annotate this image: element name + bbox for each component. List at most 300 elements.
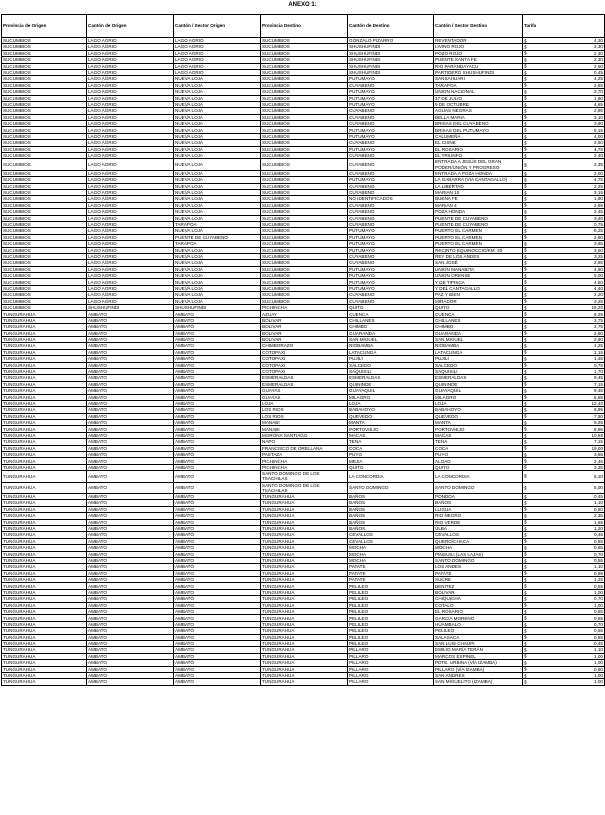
cell-canton-destino: BAÑOS bbox=[348, 525, 434, 531]
cell-sector-destino: BUENA FE bbox=[434, 196, 523, 202]
tarifa-value: 3,35 bbox=[594, 464, 603, 470]
cell-provincia-destino: PICHINCHA bbox=[261, 458, 348, 464]
cell-canton-destino: PUTUMAYO bbox=[348, 279, 434, 285]
cell-sector-origen: AMBATO bbox=[174, 519, 261, 525]
cell-canton-origen: LAGO AGRIO bbox=[87, 140, 174, 146]
cell-provincia-destino: SUCUMBIOS bbox=[261, 63, 348, 69]
cell-canton-origen: AMBATO bbox=[87, 388, 174, 394]
cell-sector-destino: PUENTE SANTA FE bbox=[434, 57, 523, 63]
tarifa-value: 4,40 bbox=[594, 285, 603, 291]
cell-canton-destino: SHUSHUFINDI bbox=[348, 63, 434, 69]
cell-canton-destino: PELILEO bbox=[348, 589, 434, 595]
cell-provincia-origen: SUCUMBIOS bbox=[2, 234, 87, 240]
cell-sector-origen: NUEVA LOJA bbox=[174, 190, 261, 196]
table-row bbox=[2, 679, 605, 685]
cell-canton-destino: SAQUISILI bbox=[348, 368, 434, 374]
tarifa-value: 4,90 bbox=[594, 266, 603, 272]
tarifa-value: 5,95 bbox=[594, 407, 603, 413]
cell-provincia-origen: TUNGURAHUA bbox=[2, 356, 87, 362]
cell-canton-destino: QUININDE bbox=[348, 381, 434, 387]
cell-provincia-origen: TUNGURAHUA bbox=[2, 538, 87, 544]
currency-symbol: $ bbox=[524, 133, 527, 139]
tarifa-value: 1,00 bbox=[594, 660, 603, 666]
cell-canton-destino: SANTO DOMINGO bbox=[348, 482, 434, 493]
cell-sector-origen: LAGO AGRIO bbox=[174, 44, 261, 50]
cell-provincia-destino: SUCUMBIOS bbox=[261, 266, 348, 272]
cell-provincia-origen: SUCUMBIOS bbox=[2, 273, 87, 279]
cell-provincia-origen: TUNGURAHUA bbox=[2, 388, 87, 394]
currency-symbol: $ bbox=[524, 602, 527, 608]
cell-provincia-destino: TUNGURAHUA bbox=[261, 666, 348, 672]
cell-sector-destino: QUEVEDO bbox=[434, 413, 523, 419]
cell-canton-origen: AMBATO bbox=[87, 589, 174, 595]
cell-canton-destino: CUYABENO bbox=[348, 215, 434, 221]
cell-sector-destino: CALUMEÑA bbox=[434, 133, 523, 139]
tarifa-value: 1,45 bbox=[594, 356, 603, 362]
cell-sector-origen: NUEVA LOJA bbox=[174, 114, 261, 120]
currency-symbol: $ bbox=[524, 228, 527, 234]
cell-canton-origen: AMBATO bbox=[87, 519, 174, 525]
cell-sector-origen: AMBATO bbox=[174, 672, 261, 678]
cell-provincia-destino: TUNGURAHUA bbox=[261, 647, 348, 653]
cell-provincia-destino: PASTAZA bbox=[261, 452, 348, 458]
cell-provincia-origen: SUCUMBIOS bbox=[2, 57, 87, 63]
cell-canton-origen: AMBATO bbox=[87, 400, 174, 406]
currency-symbol: $ bbox=[524, 615, 527, 621]
currency-symbol: $ bbox=[524, 196, 527, 202]
cell-sector-destino: POZO ROJO bbox=[434, 50, 523, 56]
tarifa-value: 4,75 bbox=[594, 177, 603, 183]
cell-provincia-origen: TUNGURAHUA bbox=[2, 432, 87, 438]
currency-symbol: $ bbox=[524, 349, 527, 355]
cell-canton-destino: BAÑOS bbox=[348, 494, 434, 500]
cell-canton-origen: AMBATO bbox=[87, 439, 174, 445]
cell-provincia-origen: TUNGURAHUA bbox=[2, 609, 87, 615]
currency-symbol: $ bbox=[524, 121, 527, 127]
cell-sector-origen: AMBATO bbox=[174, 653, 261, 659]
currency-symbol: $ bbox=[524, 162, 527, 168]
cell-sector-origen: AMBATO bbox=[174, 679, 261, 685]
cell-provincia-destino: SUCUMBIOS bbox=[261, 234, 348, 240]
cell-provincia-destino: SUCUMBIOS bbox=[261, 50, 348, 56]
currency-symbol: $ bbox=[524, 660, 527, 666]
tarifa-value: 1,00 bbox=[594, 602, 603, 608]
cell-provincia-origen: TUNGURAHUA bbox=[2, 471, 87, 482]
cell-sector-origen: AMBATO bbox=[174, 532, 261, 538]
header-sector-origen: Cantón / Sector Origen bbox=[174, 15, 261, 38]
tarifa-value: 9,25 bbox=[594, 420, 603, 426]
cell-canton-origen: LAGO AGRIO bbox=[87, 177, 174, 183]
cell-provincia-destino: TUNGURAHUA bbox=[261, 557, 348, 563]
cell-sector-destino: PILLARO (VÍA IZAMBA) bbox=[434, 666, 523, 672]
tarifa-value: 12,40 bbox=[591, 400, 603, 406]
tarifa-value: 0,80 bbox=[594, 506, 603, 512]
cell-sector-destino: HUAMBALO bbox=[434, 621, 523, 627]
cell-provincia-origen: SUCUMBIOS bbox=[2, 63, 87, 69]
tarifa-value: 1,70 bbox=[594, 369, 603, 375]
cell-provincia-origen: TUNGURAHUA bbox=[2, 679, 87, 685]
cell-canton-origen: AMBATO bbox=[87, 660, 174, 666]
cell-sector-destino: GARCÍA MORENO bbox=[434, 615, 523, 621]
cell-canton-origen: LAGO AGRIO bbox=[87, 121, 174, 127]
cell-sector-destino: BOLIVAR bbox=[434, 589, 523, 595]
tarifa-value: 1,25 bbox=[594, 343, 603, 349]
cell-provincia-origen: TUNGURAHUA bbox=[2, 330, 87, 336]
tarifa-value: 2,65 bbox=[594, 82, 603, 88]
cell-provincia-origen: SUCUMBIOS bbox=[2, 153, 87, 159]
cell-canton-origen: AMBATO bbox=[87, 394, 174, 400]
cell-canton-destino: PELILEO bbox=[348, 596, 434, 602]
currency-symbol: $ bbox=[524, 494, 527, 500]
cell-canton-origen: AMBATO bbox=[87, 525, 174, 531]
cell-provincia-destino: SUCUMBIOS bbox=[261, 202, 348, 208]
cell-sector-origen: NUEVA LOJA bbox=[174, 133, 261, 139]
cell-sector-origen: AMBATO bbox=[174, 621, 261, 627]
cell-provincia-origen: TUNGURAHUA bbox=[2, 317, 87, 323]
cell-canton-origen: AMBATO bbox=[87, 596, 174, 602]
cell-provincia-origen: SUCUMBIOS bbox=[2, 44, 87, 50]
cell-sector-destino: AGUAS NEGRAS bbox=[434, 108, 523, 114]
cell-sector-origen: AMBATO bbox=[174, 407, 261, 413]
cell-provincia-origen: TUNGURAHUA bbox=[2, 394, 87, 400]
currency-symbol: $ bbox=[524, 570, 527, 576]
cell-provincia-destino: SUCUMBIOS bbox=[261, 279, 348, 285]
tarifa-value: 0,55 bbox=[594, 609, 603, 615]
cell-sector-destino: LA GABARRA (VÍA CANTAGALLO) bbox=[434, 177, 523, 183]
cell-canton-origen: AMBATO bbox=[87, 368, 174, 374]
cell-canton-destino: CUYABENO bbox=[348, 153, 434, 159]
cell-provincia-origen: TUNGURAHUA bbox=[2, 375, 87, 381]
cell-canton-destino: ESMERALDAS bbox=[348, 375, 434, 381]
tarifa-value: 2,60 bbox=[594, 330, 603, 336]
cell-canton-origen: LAGO AGRIO bbox=[87, 44, 174, 50]
cell-provincia-destino: COTOPAXI bbox=[261, 362, 348, 368]
currency-symbol: $ bbox=[524, 279, 527, 285]
cell-provincia-destino: FRANCISCO DE ORELLANA bbox=[261, 445, 348, 451]
cell-provincia-destino: SUCUMBIOS bbox=[261, 285, 348, 291]
cell-sector-destino: UNION ORENSE bbox=[434, 273, 523, 279]
cell-canton-destino: MOCHA bbox=[348, 551, 434, 557]
cell-canton-destino: CUYABENO bbox=[348, 114, 434, 120]
tarifa-value: 4,00 bbox=[594, 133, 603, 139]
cell-sector-origen: AMBATO bbox=[174, 452, 261, 458]
cell-canton-origen: LAGO AGRIO bbox=[87, 183, 174, 189]
tarifa-value: 0,75 bbox=[594, 362, 603, 368]
cell-canton-origen: AMBATO bbox=[87, 615, 174, 621]
tarifa-value: 1,65 bbox=[594, 519, 603, 525]
currency-symbol: $ bbox=[524, 445, 527, 451]
currency-symbol: $ bbox=[524, 146, 527, 152]
cell-sector-origen: AMBATO bbox=[174, 317, 261, 323]
cell-canton-destino: MANTA bbox=[348, 420, 434, 426]
cell-provincia-destino: TUNGURAHUA bbox=[261, 538, 348, 544]
cell-provincia-destino: TUNGURAHUA bbox=[261, 545, 348, 551]
cell-sector-origen: AMBATO bbox=[174, 482, 261, 493]
cell-provincia-origen: TUNGURAHUA bbox=[2, 482, 87, 493]
tarifa-value: 3,50 bbox=[594, 247, 603, 253]
cell-tarifa bbox=[523, 679, 605, 685]
currency-symbol: $ bbox=[524, 473, 527, 479]
cell-sector-destino: REY DE LOS ANDES bbox=[434, 253, 523, 259]
cell-provincia-destino: PICHINCHA bbox=[261, 305, 348, 311]
cell-sector-origen: AMBATO bbox=[174, 494, 261, 500]
tarifa-value: 0,70 bbox=[594, 621, 603, 627]
currency-symbol: $ bbox=[524, 557, 527, 563]
cell-sector-destino: PUYO bbox=[434, 452, 523, 458]
cell-provincia-origen: SUCUMBIOS bbox=[2, 266, 87, 272]
currency-symbol: $ bbox=[524, 609, 527, 615]
cell-canton-origen: LAGO AGRIO bbox=[87, 209, 174, 215]
tarifa-value: 2,40 bbox=[594, 153, 603, 159]
tarifa-value: 0,55 bbox=[594, 634, 603, 640]
cell-sector-destino: CHIQUICHA bbox=[434, 596, 523, 602]
tarifa-value: 3,90 bbox=[594, 121, 603, 127]
cell-provincia-destino: BOLIVAR bbox=[261, 330, 348, 336]
cell-sector-origen: AMBATO bbox=[174, 577, 261, 583]
cell-sector-destino: PONDOA bbox=[434, 494, 523, 500]
cell-provincia-origen: SUCUMBIOS bbox=[2, 228, 87, 234]
cell-sector-destino: CUENCA bbox=[434, 311, 523, 317]
cell-canton-destino: CUYABENO bbox=[348, 209, 434, 215]
cell-provincia-destino: SUCUMBIOS bbox=[261, 133, 348, 139]
cell-provincia-destino: TUNGURAHUA bbox=[261, 596, 348, 602]
cell-provincia-origen: TUNGURAHUA bbox=[2, 368, 87, 374]
tariff-table bbox=[1, 14, 605, 686]
cell-canton-origen: LAGO AGRIO bbox=[87, 279, 174, 285]
tarifa-value: 9,45 bbox=[594, 388, 603, 394]
cell-canton-destino: SALCEDO bbox=[348, 362, 434, 368]
cell-canton-destino: CUYABENO bbox=[348, 159, 434, 170]
cell-provincia-origen: TUNGURAHUA bbox=[2, 464, 87, 470]
cell-canton-origen: LAGO AGRIO bbox=[87, 273, 174, 279]
cell-provincia-destino: SUCUMBIOS bbox=[261, 76, 348, 82]
tarifa-value: 4,65 bbox=[594, 102, 603, 107]
cell-sector-origen: NUEVA LOJA bbox=[174, 108, 261, 114]
cell-canton-destino: CUYABENO bbox=[348, 108, 434, 114]
cell-provincia-origen: TUNGURAHUA bbox=[2, 532, 87, 538]
cell-provincia-destino: LOS RIOS bbox=[261, 413, 348, 419]
cell-canton-destino: PELILEO bbox=[348, 634, 434, 640]
cell-provincia-destino: COTOPAXI bbox=[261, 368, 348, 374]
cell-sector-destino: LA LIBERTAD bbox=[434, 183, 523, 189]
cell-sector-origen: LAGO AGRIO bbox=[174, 57, 261, 63]
cell-sector-origen: NUEVA LOJA bbox=[174, 170, 261, 176]
currency-symbol: $ bbox=[524, 95, 527, 101]
cell-canton-destino: BAÑOS bbox=[348, 513, 434, 519]
cell-provincia-destino: TUNGURAHUA bbox=[261, 679, 348, 685]
cell-canton-origen: AMBATO bbox=[87, 557, 174, 563]
cell-sector-origen: AMBATO bbox=[174, 400, 261, 406]
cell-canton-destino: SHUSHUFINDI bbox=[348, 69, 434, 75]
cell-sector-destino: BRISAS DEL CUYABENO bbox=[434, 121, 523, 127]
cell-sector-origen: AMBATO bbox=[174, 368, 261, 374]
cell-sector-destino: REVENTADOR bbox=[434, 38, 523, 44]
cell-sector-destino: GUAYAQUIL bbox=[434, 388, 523, 394]
currency-symbol: $ bbox=[524, 621, 527, 627]
cell-sector-origen: NUEVA LOJA bbox=[174, 101, 261, 107]
cell-canton-destino: LATACUNGA bbox=[348, 349, 434, 355]
cell-sector-origen: AMBATO bbox=[174, 349, 261, 355]
cell-provincia-destino: MORONA SANTIAGO bbox=[261, 432, 348, 438]
cell-sector-origen: LAGO AGRIO bbox=[174, 69, 261, 75]
currency-symbol: $ bbox=[524, 628, 527, 634]
cell-provincia-origen: SUCUMBIOS bbox=[2, 170, 87, 176]
cell-canton-origen: LAGO AGRIO bbox=[87, 241, 174, 247]
cell-provincia-origen: SUCUMBIOS bbox=[2, 108, 87, 114]
tarifa-value: 1,10 bbox=[594, 564, 603, 570]
cell-canton-destino: PELILEO bbox=[348, 609, 434, 615]
cell-provincia-origen: SUCUMBIOS bbox=[2, 82, 87, 88]
cell-provincia-destino: SUCUMBIOS bbox=[261, 127, 348, 133]
cell-provincia-origen: TUNGURAHUA bbox=[2, 407, 87, 413]
cell-sector-origen: AMBATO bbox=[174, 583, 261, 589]
currency-symbol: $ bbox=[524, 298, 527, 304]
cell-provincia-destino: TUNGURAHUA bbox=[261, 589, 348, 595]
currency-symbol: $ bbox=[524, 273, 527, 279]
cell-provincia-destino: SANTO DOMINGO DE LOS TSÁCHILAS bbox=[261, 482, 348, 493]
cell-canton-origen: LAGO AGRIO bbox=[87, 247, 174, 253]
currency-symbol: $ bbox=[524, 400, 527, 406]
cell-sector-origen: AMBATO bbox=[174, 445, 261, 451]
cell-sector-origen: AMBATO bbox=[174, 426, 261, 432]
cell-canton-destino: BAÑOS bbox=[348, 519, 434, 525]
cell-canton-destino: PUYO bbox=[348, 452, 434, 458]
cell-canton-origen: LAGO AGRIO bbox=[87, 292, 174, 298]
cell-sector-destino: CHILLANES bbox=[434, 317, 523, 323]
cell-provincia-destino: SUCUMBIOS bbox=[261, 89, 348, 95]
cell-provincia-destino: SUCUMBIOS bbox=[261, 82, 348, 88]
cell-provincia-destino: TUNGURAHUA bbox=[261, 672, 348, 678]
cell-sector-destino: SAN JOSÉ bbox=[434, 260, 523, 266]
cell-sector-destino: SANSAHUARI bbox=[434, 76, 523, 82]
cell-provincia-destino: SUCUMBIOS bbox=[261, 38, 348, 44]
cell-canton-destino: PUTUMAYO bbox=[348, 234, 434, 240]
cell-provincia-destino: TUNGURAHUA bbox=[261, 577, 348, 583]
cell-canton-origen: AMBATO bbox=[87, 311, 174, 317]
cell-canton-destino: CUYABENO bbox=[348, 140, 434, 146]
cell-canton-origen: LAGO AGRIO bbox=[87, 266, 174, 272]
currency-symbol: $ bbox=[524, 362, 527, 368]
cell-canton-destino: CUYABENO bbox=[348, 221, 434, 227]
currency-symbol: $ bbox=[524, 545, 527, 551]
tarifa-value: 3,65 bbox=[594, 452, 603, 458]
cell-sector-destino: SALCEDO bbox=[434, 362, 523, 368]
cell-sector-destino: LOJA bbox=[434, 400, 523, 406]
cell-sector-destino: SALASACA bbox=[434, 634, 523, 640]
cell-canton-destino: CUYABENO bbox=[348, 170, 434, 176]
cell-canton-origen: LAGO AGRIO bbox=[87, 101, 174, 107]
cell-sector-origen: TARAPOA bbox=[174, 241, 261, 247]
cell-canton-destino: CUYABENO bbox=[348, 82, 434, 88]
cell-provincia-destino: GUAYAS bbox=[261, 394, 348, 400]
cell-sector-origen: NUEVA LOJA bbox=[174, 196, 261, 202]
cell-canton-origen: AMBATO bbox=[87, 513, 174, 519]
cell-sector-destino: BAÑOS bbox=[434, 500, 523, 506]
cell-canton-destino: BABAHOYO bbox=[348, 407, 434, 413]
cell-canton-origen: AMBATO bbox=[87, 628, 174, 634]
currency-symbol: $ bbox=[524, 305, 527, 311]
cell-canton-destino: PORTOVIEJO bbox=[348, 426, 434, 432]
cell-canton-origen: AMBATO bbox=[87, 362, 174, 368]
currency-symbol: $ bbox=[524, 222, 527, 228]
cell-provincia-origen: SUCUMBIOS bbox=[2, 285, 87, 291]
cell-canton-origen: LAGO AGRIO bbox=[87, 63, 174, 69]
cell-sector-destino: BABAHOYO bbox=[434, 407, 523, 413]
cell-sector-origen: AMBATO bbox=[174, 458, 261, 464]
cell-provincia-origen: TUNGURAHUA bbox=[2, 420, 87, 426]
cell-provincia-destino: MANABI bbox=[261, 426, 348, 432]
cell-provincia-origen: TUNGURAHUA bbox=[2, 506, 87, 512]
tarifa-value: 6,10 bbox=[594, 473, 603, 479]
currency-symbol: $ bbox=[524, 596, 527, 602]
cell-sector-origen: AMBATO bbox=[174, 634, 261, 640]
cell-canton-destino: PILLARO bbox=[348, 647, 434, 653]
tarifa-value: 2,75 bbox=[594, 324, 603, 330]
tarifa-value: 2,35 bbox=[594, 162, 603, 168]
cell-sector-destino: BELLA MARIA bbox=[434, 114, 523, 120]
cell-provincia-destino: TUNGURAHUA bbox=[261, 615, 348, 621]
cell-provincia-destino: TUNGURAHUA bbox=[261, 513, 348, 519]
cell-sector-destino: MIRADOR bbox=[434, 298, 523, 304]
cell-sector-destino: 17 DE JULIO bbox=[434, 95, 523, 101]
cell-sector-origen: NUEVA LOJA bbox=[174, 292, 261, 298]
currency-symbol: $ bbox=[524, 57, 527, 63]
cell-sector-origen: PUENTE DE CUYABENO bbox=[174, 234, 261, 240]
cell-provincia-destino: TUNGURAHUA bbox=[261, 494, 348, 500]
cell-canton-destino: MACAS bbox=[348, 432, 434, 438]
cell-sector-origen: NUEVA LOJA bbox=[174, 279, 261, 285]
cell-canton-destino: PILLARO bbox=[348, 679, 434, 685]
currency-symbol: $ bbox=[524, 127, 527, 133]
tarifa-value: 7,50 bbox=[594, 413, 603, 419]
document-title: ANEXO 1: bbox=[288, 2, 317, 8]
currency-symbol: $ bbox=[524, 532, 527, 538]
cell-canton-origen: AMBATO bbox=[87, 464, 174, 470]
cell-sector-origen: AMBATO bbox=[174, 324, 261, 330]
cell-provincia-origen: SUCUMBIOS bbox=[2, 159, 87, 170]
cell-canton-origen: AMBATO bbox=[87, 640, 174, 646]
cell-sector-origen: NUEVA LOJA bbox=[174, 140, 261, 146]
tarifa-value: 5,00 bbox=[594, 485, 603, 491]
cell-provincia-destino: SUCUMBIOS bbox=[261, 95, 348, 101]
currency-symbol: $ bbox=[524, 317, 527, 323]
cell-canton-destino: PUTUMAYO bbox=[348, 133, 434, 139]
cell-sector-origen: NUEVA LOJA bbox=[174, 298, 261, 304]
cell-provincia-destino: LOJA bbox=[261, 400, 348, 406]
cell-sector-origen: AMBATO bbox=[174, 538, 261, 544]
cell-sector-destino: PDTE. URBINA (VÍA IZAMBA) bbox=[434, 660, 523, 666]
cell-sector-destino: LOS ANDES bbox=[434, 564, 523, 570]
cell-canton-origen: LAGO AGRIO bbox=[87, 133, 174, 139]
cell-provincia-origen: SUCUMBIOS bbox=[2, 140, 87, 146]
cell-canton-origen: LAGO AGRIO bbox=[87, 57, 174, 63]
tarifa-value: 4,50 bbox=[594, 279, 603, 285]
cell-tarifa bbox=[523, 159, 605, 170]
tarifa-value: 0,75 bbox=[594, 222, 603, 228]
cell-sector-destino: COTALO bbox=[434, 602, 523, 608]
cell-sector-destino: Y DEL CANTAGALLO bbox=[434, 285, 523, 291]
cell-provincia-origen: TUNGURAHUA bbox=[2, 452, 87, 458]
cell-provincia-origen: SUCUMBIOS bbox=[2, 95, 87, 101]
cell-provincia-origen: TUNGURAHUA bbox=[2, 583, 87, 589]
cell-sector-destino: ULBA bbox=[434, 525, 523, 531]
currency-symbol: $ bbox=[524, 241, 527, 247]
cell-sector-origen: AMBATO bbox=[174, 666, 261, 672]
cell-sector-destino: RIOBAMBA bbox=[434, 343, 523, 349]
cell-provincia-destino: SUCUMBIOS bbox=[261, 121, 348, 127]
cell-provincia-destino: TUNGURAHUA bbox=[261, 551, 348, 557]
cell-sector-destino: PORTOVIEJO bbox=[434, 426, 523, 432]
